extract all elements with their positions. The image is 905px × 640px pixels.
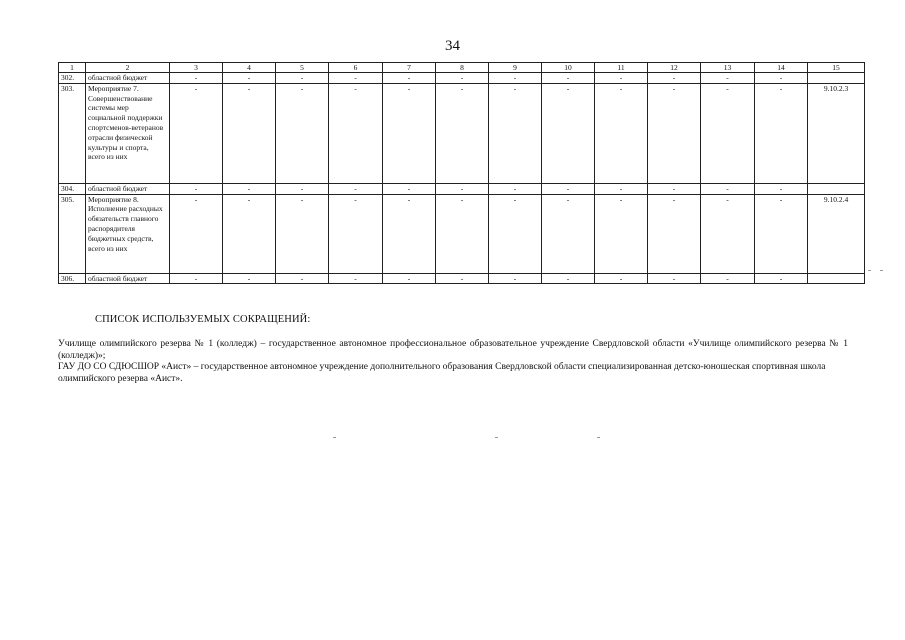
header-cell: 9: [489, 63, 542, 73]
header-cell: 6: [329, 63, 383, 73]
value-cell: -: [170, 273, 223, 284]
abbreviation-item: Училище олимпийского резерва № 1 (колледж) – государственное автономное профессиональное образовательное учреждение Свердловской области «Училище олимпийского резерва № 1 (колледж)»;: [58, 339, 848, 361]
value-cell: -: [595, 73, 648, 84]
value-cell: -: [755, 183, 808, 194]
target-code-cell: 9.10.2.3: [808, 83, 865, 183]
table-body: [59, 63, 865, 284]
value-cell: -: [755, 194, 808, 273]
table-row: [59, 83, 865, 183]
row-number-cell: 302.: [59, 73, 86, 84]
abbreviations-list: [58, 339, 848, 385]
header-cell: 12: [648, 63, 701, 73]
value-cell: -: [436, 194, 489, 273]
value-cell: -: [276, 194, 329, 273]
target-code-cell: [808, 273, 865, 284]
row-number-cell: 305.: [59, 194, 86, 273]
value-cell: -: [701, 83, 755, 183]
header-cell: 4: [223, 63, 276, 73]
value-cell: -: [383, 183, 436, 194]
header-cell: 14: [755, 63, 808, 73]
value-cell: -: [436, 83, 489, 183]
value-cell: -: [542, 183, 595, 194]
header-cell: 15: [808, 63, 865, 73]
value-cell: -: [223, 273, 276, 284]
value-cell: -: [276, 73, 329, 84]
header-cell: 5: [276, 63, 329, 73]
header-cell: 11: [595, 63, 648, 73]
value-cell: -: [701, 194, 755, 273]
header-cell: 3: [170, 63, 223, 73]
scan-speck: [868, 270, 871, 271]
value-cell: -: [329, 83, 383, 183]
value-cell: -: [755, 73, 808, 84]
value-cell: -: [701, 273, 755, 284]
value-cell: -: [436, 73, 489, 84]
header-cell: 13: [701, 63, 755, 73]
value-cell: -: [542, 273, 595, 284]
row-name-cell: областной бюджет: [86, 273, 170, 284]
value-cell: -: [542, 83, 595, 183]
value-cell: -: [595, 183, 648, 194]
scan-speck: [880, 270, 883, 271]
scan-speck: [333, 437, 336, 438]
value-cell: -: [755, 273, 808, 284]
row-name-cell: Мероприятие 7. Совершенствование системы мер социальной поддержки спортсменов-ветеранов отрасли физической культуры и спорта, всего из них: [86, 83, 170, 183]
value-cell: -: [542, 73, 595, 84]
header-cell: 1: [59, 63, 86, 73]
value-cell: -: [648, 83, 701, 183]
table-header-row: [59, 63, 865, 73]
row-number-cell: 303.: [59, 83, 86, 183]
value-cell: -: [436, 273, 489, 284]
table-row: [59, 273, 865, 284]
value-cell: -: [701, 183, 755, 194]
table-row: [59, 183, 865, 194]
value-cell: -: [701, 73, 755, 84]
value-cell: -: [595, 83, 648, 183]
value-cell: -: [329, 273, 383, 284]
scan-speck: [495, 437, 498, 438]
row-name-cell: Мероприятие 8. Исполнение расходных обязательств главного распорядителя бюджетных средств, всего из них: [86, 194, 170, 273]
value-cell: -: [383, 73, 436, 84]
header-cell: 8: [436, 63, 489, 73]
row-name-cell: областной бюджет: [86, 73, 170, 84]
value-cell: -: [223, 73, 276, 84]
scan-speck: [597, 437, 600, 438]
target-code-cell: [808, 73, 865, 84]
row-name-cell: областной бюджет: [86, 183, 170, 194]
value-cell: -: [223, 183, 276, 194]
value-cell: -: [648, 73, 701, 84]
header-cell: 7: [383, 63, 436, 73]
value-cell: -: [489, 273, 542, 284]
header-cell: 10: [542, 63, 595, 73]
row-number-cell: 304.: [59, 183, 86, 194]
value-cell: -: [542, 194, 595, 273]
value-cell: -: [170, 83, 223, 183]
value-cell: -: [383, 194, 436, 273]
target-code-cell: 9.10.2.4: [808, 194, 865, 273]
value-cell: -: [436, 183, 489, 194]
abbreviation-item: ГАУ ДО СО СДЮСШОР «Аист» – государственное автономное учреждение дополнительного образования Свердловской области специализированная детско-юношеская спортивная школа олимпийского резерва «Аист».: [58, 362, 826, 384]
value-cell: -: [648, 273, 701, 284]
value-cell: -: [595, 273, 648, 284]
abbreviations-title: СПИСОК ИСПОЛЬЗУЕМЫХ СОКРАЩЕНИЙ:: [95, 314, 311, 325]
value-cell: -: [755, 83, 808, 183]
value-cell: -: [329, 73, 383, 84]
value-cell: -: [383, 83, 436, 183]
value-cell: -: [489, 83, 542, 183]
row-number-cell: 306.: [59, 273, 86, 284]
value-cell: -: [170, 73, 223, 84]
table-row: [59, 194, 865, 273]
value-cell: -: [223, 194, 276, 273]
value-cell: -: [170, 183, 223, 194]
value-cell: -: [276, 83, 329, 183]
value-cell: -: [595, 194, 648, 273]
value-cell: -: [489, 194, 542, 273]
value-cell: -: [170, 194, 223, 273]
table-row: [59, 73, 865, 84]
value-cell: -: [383, 273, 436, 284]
value-cell: -: [276, 183, 329, 194]
value-cell: -: [489, 183, 542, 194]
value-cell: -: [276, 273, 329, 284]
header-cell: 2: [86, 63, 170, 73]
value-cell: -: [489, 73, 542, 84]
value-cell: -: [329, 194, 383, 273]
page-number: 34: [445, 38, 460, 54]
value-cell: -: [648, 194, 701, 273]
budget-table: [58, 62, 865, 284]
value-cell: -: [329, 183, 383, 194]
value-cell: -: [648, 183, 701, 194]
target-code-cell: [808, 183, 865, 194]
value-cell: -: [223, 83, 276, 183]
